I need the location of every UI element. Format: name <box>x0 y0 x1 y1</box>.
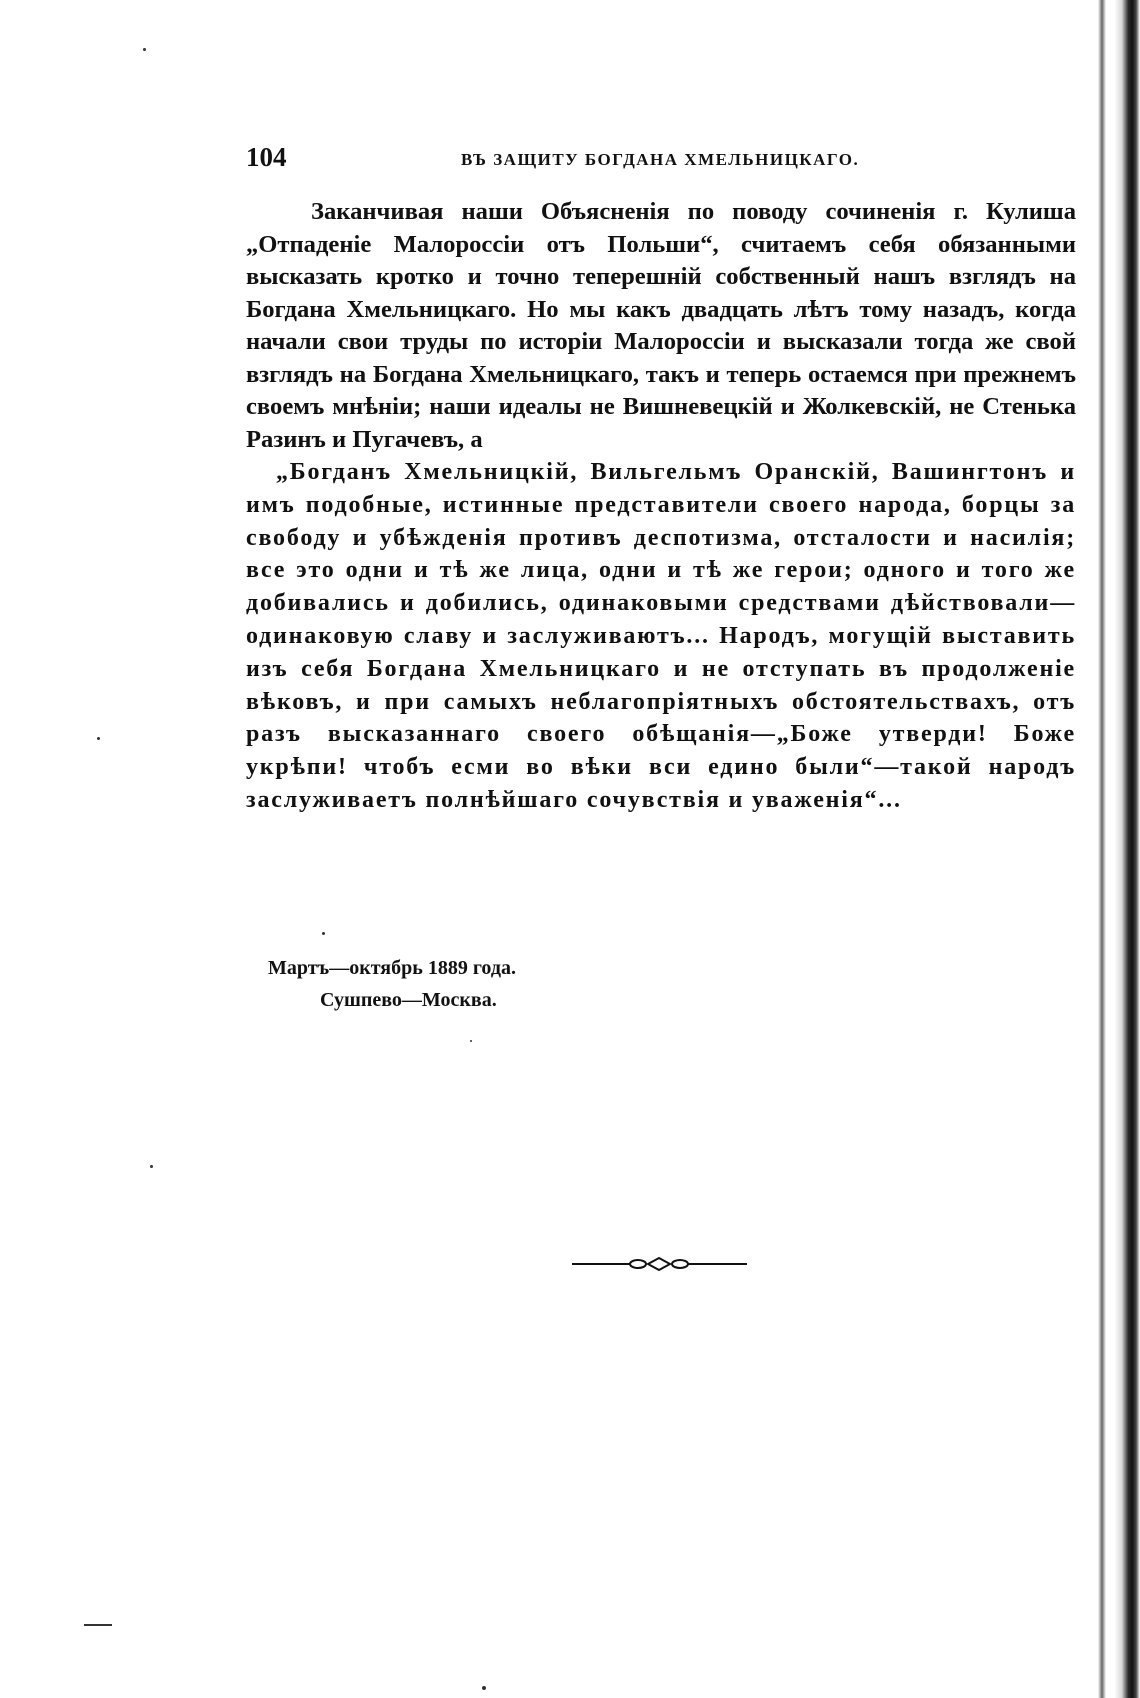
end-ornament <box>572 1256 747 1272</box>
page-edge-shadow <box>1114 0 1140 1698</box>
scan-speck <box>97 737 100 740</box>
scan-speck <box>322 932 325 935</box>
signature-block <box>268 952 516 1016</box>
signature-place: Сушпево—Москва. <box>320 989 497 1011</box>
paragraph: Заканчивая наши Объясненія по поводу сочиненія г. Кулиша „Отпаденіе Малороссіи отъ Польши“, считаемъ себя обязанными высказать кротко и точно теперешній собственный нашъ взглядъ на Богдана Хмельницкаго. Но мы какъ двадцать лѣтъ тому назадъ, когда начали свои труды по исторіи Малороссіи и высказали тогда же свой взглядъ на Богдана Хмельницкаго, такъ и теперь остаемся при прежнемъ своемъ мнѣніи; наши идеалы не Вишневецкій и Жолкевскій, не Стенька Разинъ и Пугачевъ, а <box>246 198 1076 453</box>
quote-paragraph: „Богданъ Хмельницкій, Вильгельмъ Оранскій, Вашингтонъ и имъ подобные, истинные представители своего народа, борцы за свободу и убѣжденія противъ деспотизма, отсталости и насилія; все это одни и тѣ же лица, одни и тѣ же герои; одного и того же добивались и добились, одинаковыми средствами дѣйствовали—одинаковую славу и заслуживаютъ... Народъ, могущій выставить изъ себя Богдана Хмельницкаго и не отступать въ продолженіе вѣковъ, и при самыхъ неблагопріятныхъ обстоятельствахъ, отъ разъ высказаннаго своего обѣщанія—„Боже утверди! Боже укрѣпи! чтобъ есми во вѣки вси едино были“—такой народъ заслуживаетъ полнѣйшаго сочувствія и уваженія“... <box>246 459 1076 813</box>
scan-speck <box>470 1040 472 1042</box>
running-title: ВЪ ЗАЩИТУ БОГДАНА ХМЕЛЬНИЦКАГО. <box>461 150 860 169</box>
scan-mark <box>84 1624 112 1626</box>
scan-speck <box>150 1165 153 1168</box>
scan-speck <box>482 1686 486 1690</box>
signature-date: Мартъ—октябрь 1889 года. <box>268 957 516 979</box>
page-edge-line <box>1098 0 1106 1698</box>
body-text <box>246 196 1076 817</box>
scan-speck <box>143 48 146 51</box>
page-number: 104 <box>246 142 287 172</box>
page-header <box>246 142 1076 182</box>
